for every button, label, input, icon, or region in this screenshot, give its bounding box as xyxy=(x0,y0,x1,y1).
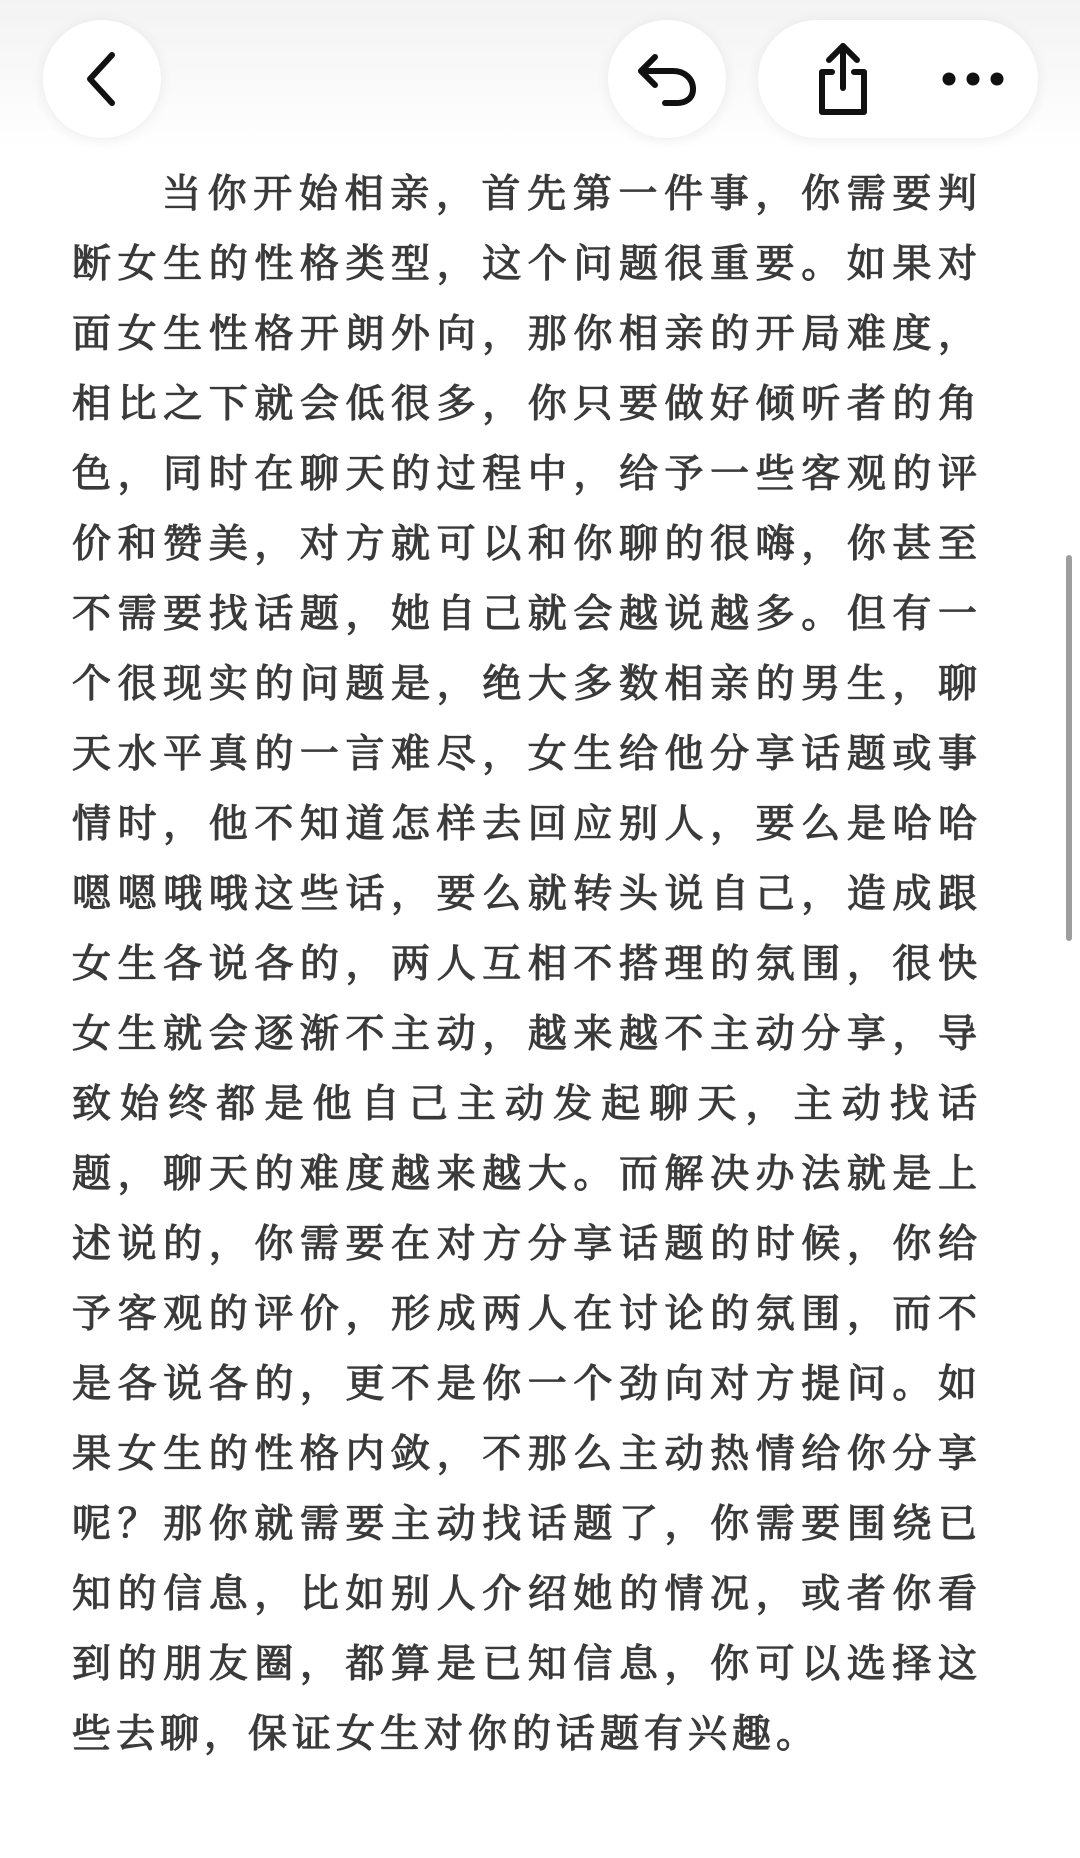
share-button[interactable] xyxy=(788,20,898,138)
action-pill xyxy=(758,20,1038,138)
undo-arrow-icon xyxy=(635,51,699,107)
undo-button[interactable] xyxy=(608,20,726,138)
more-dots-icon xyxy=(941,71,1005,87)
back-button[interactable] xyxy=(43,20,161,138)
share-icon xyxy=(814,42,872,116)
scrollbar[interactable] xyxy=(1066,555,1072,941)
chevron-left-icon xyxy=(82,51,122,107)
article-body: 当你开始相亲，首先第一件事，你需要判断女生的性格类型，这个问题很重要。如果对面女生性格开朗外向，那你相亲的开局难度，相比之下就会低很多，你只要做好倾听者的角色，同时在聊天的过程中，给予一些客观的评价和赞美，对方就可以和你聊的很嗨，你甚至不需要找话题，她自己就会越说越多。但有一个很现实的问题是，绝大多数相亲的男生，聊天水平真的一言难尽，女生给他分享话题或事情时，他不知道怎样去回应别人，要么是哈哈嗯嗯哦哦这些话，要么就转头说自己，造成跟女生各说各的，两人互相不搭理的氛围，很快女生就会逐渐不主动，越来越不主动分享，导致始终都是他自己主动发起聊天，主动找话题，聊天的难度越来越大。而解决办法就是上述说的，你需要在对方分享话题的时候，你给予客观的评价，形成两人在讨论的氛围，而不是各说各的，更不是你一个劲向对方提问。如果女生的性格内敛，不那么主动热情给你分享呢？那你就需要主动找话题了，你需要围绕已知的信息，比如别人介绍她的情况，或者你看到的朋友圈，都算是已知信息，你可以选择这些去聊，保证女生对你的话题有兴趣。 xyxy=(72,172,982,1757)
more-button[interactable] xyxy=(918,20,1028,138)
